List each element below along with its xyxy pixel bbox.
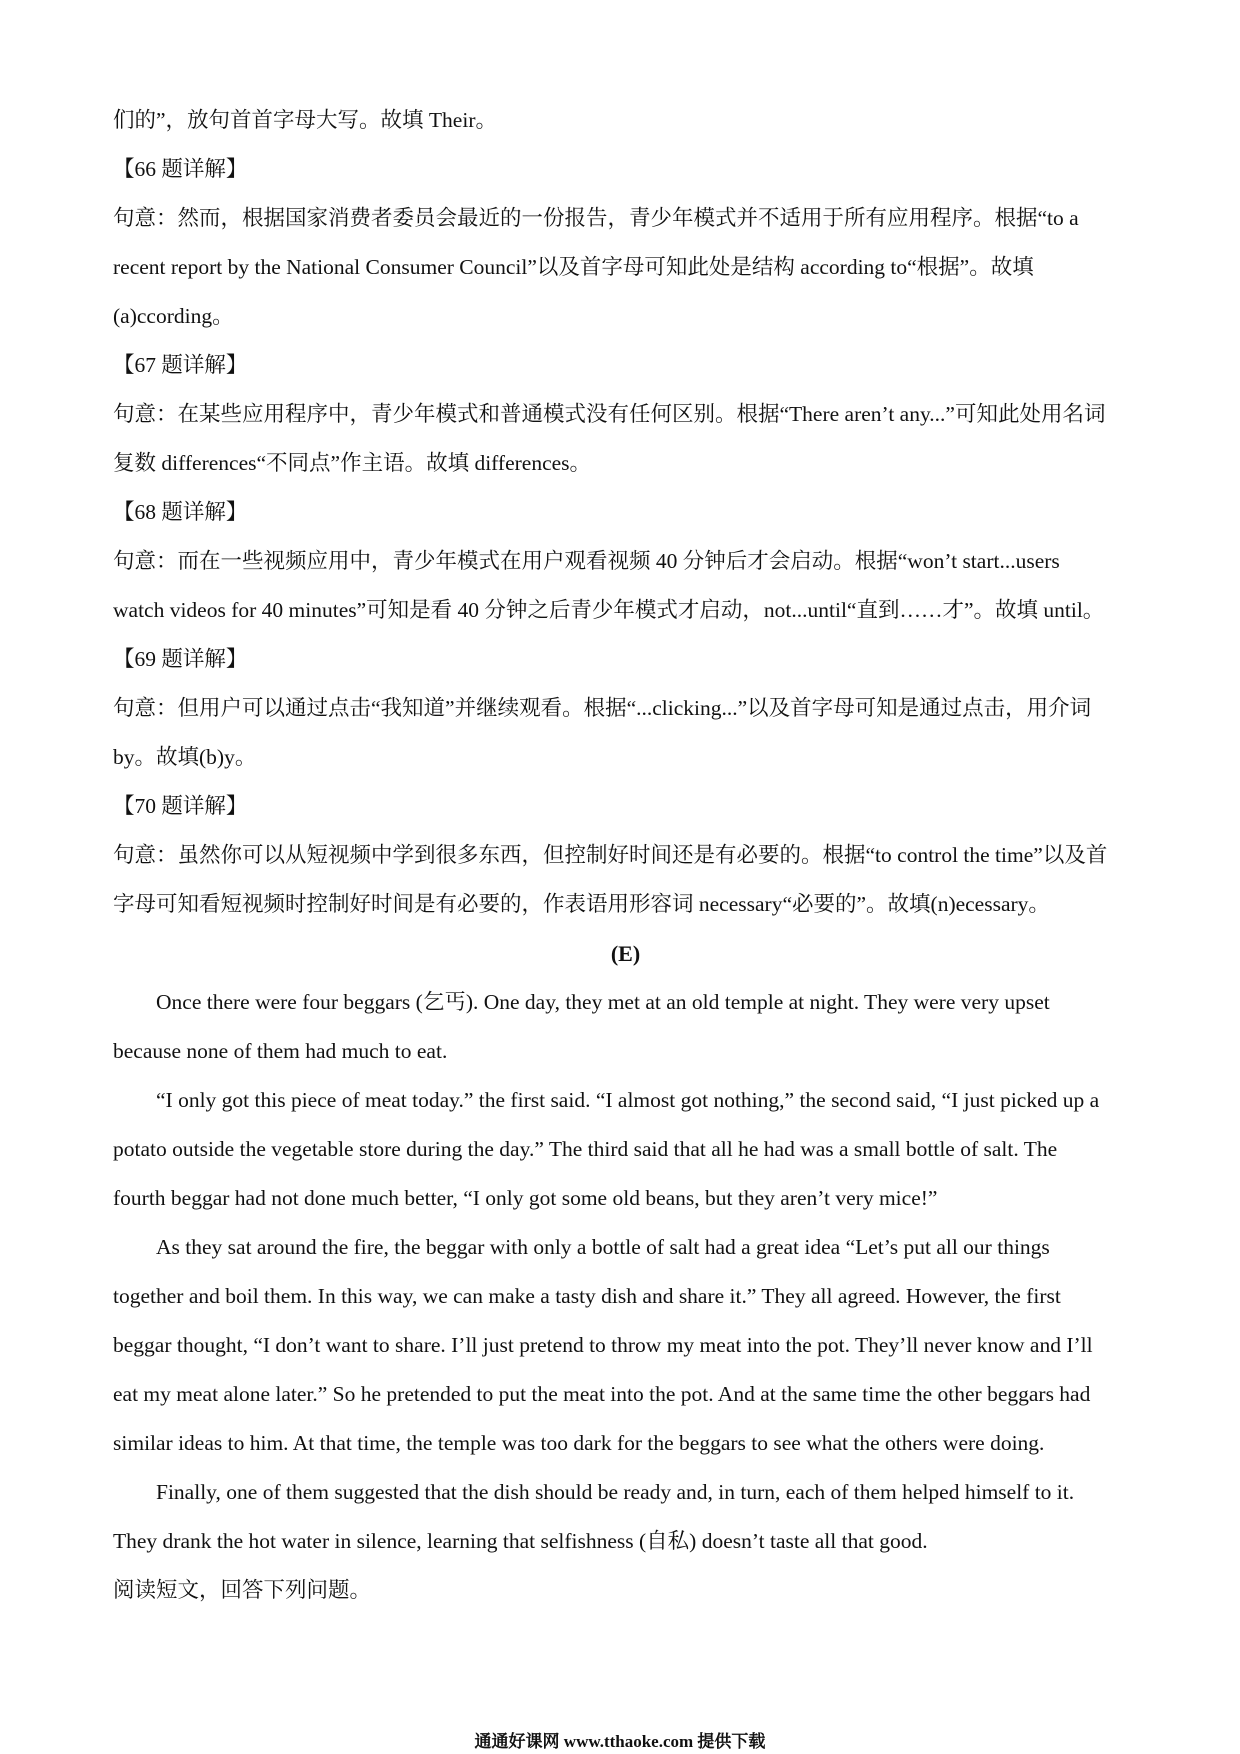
- answer-line: 复数 differences“不同点”作主语。故填 differences。: [113, 451, 592, 475]
- passage-line: Finally, one of them suggested that the dish should be ready and, in turn, each of them helped himself to it.: [156, 1480, 1075, 1504]
- section-title: (E): [610, 941, 641, 966]
- answer-line: (a)ccording。: [113, 304, 234, 328]
- question-heading-66: 【66 题详解】: [113, 157, 248, 181]
- passage-line: eat my meat alone later.” So he pretended to put the meat into the pot. And at the same time the other beggars had: [113, 1382, 1091, 1406]
- reading-instruction: 阅读短文，回答下列问题。: [113, 1578, 372, 1602]
- question-heading-67: 【67 题详解】: [113, 353, 248, 377]
- passage-line: because none of them had much to eat.: [113, 1039, 448, 1063]
- question-heading-70: 【70 题详解】: [113, 794, 248, 818]
- passage-line: fourth beggar had not done much better, “I only got some old beans, but they aren’t very mice!”: [113, 1186, 938, 1210]
- answer-line: 句意：然而，根据国家消费者委员会最近的一份报告，青少年模式并不适用于所有应用程序。根据“to a: [113, 206, 1079, 230]
- answer-line: 字母可知看短视频时控制好时间是有必要的，作表语用形容词 necessary“必要的”。故填(n)ecessary。: [113, 892, 1050, 916]
- answer-line: by。故填(b)y。: [113, 745, 257, 769]
- passage-line: They drank the hot water in silence, learning that selfishness (自私) doesn’t taste all that good.: [113, 1529, 928, 1553]
- question-heading-68: 【68 题详解】: [113, 500, 248, 524]
- passage-line: similar ideas to him. At that time, the temple was too dark for the beggars to see what the others were doing.: [113, 1431, 1045, 1455]
- passage-line: potato outside the vegetable store during the day.” The third said that all he had was a small bottle of salt. The: [113, 1137, 1058, 1161]
- answer-line: watch videos for 40 minutes”可知是看 40 分钟之后青少年模式才启动，not...until“直到……才”。故填 until。: [113, 598, 1105, 622]
- answer-line: recent report by the National Consumer Council”以及首字母可知此处是结构 according to“根据”。故填: [113, 255, 1034, 279]
- document-body: [113, 96, 1138, 1615]
- passage-line: “I only got this piece of meat today.” the first said. “I almost got nothing,” the second said, “I just picked up a: [156, 1088, 1100, 1112]
- answer-line: 句意：而在一些视频应用中，青少年模式在用户观看视频 40 分钟后才会启动。根据“won’t start...users: [113, 549, 1060, 573]
- answer-line: 句意：在某些应用程序中，青少年模式和普通模式没有任何区别。根据“There aren’t any...”可知此处用名词: [113, 402, 1106, 426]
- passage-line: Once there were four beggars (乞丐). One day, they met at an old temple at night. They were very upset: [156, 990, 1050, 1014]
- answer-line: 句意：但用户可以通过点击“我知道”并继续观看。根据“...clicking...”以及首字母可知是通过点击，用介词: [113, 696, 1092, 720]
- passage-line: beggar thought, “I don’t want to share. I’ll just pretend to throw my meat into the pot. They’ll never know and I’ll: [113, 1333, 1093, 1357]
- passage-line: together and boil them. In this way, we can make a tasty dish and share it.” They all agreed. However, the first: [113, 1284, 1061, 1308]
- answer-line: 句意：虽然你可以从短视频中学到很多东西，但控制好时间还是有必要的。根据“to control the time”以及首: [113, 843, 1108, 867]
- footer-watermark: 通通好课网 www.tthaoke.com 提供下载: [474, 1732, 766, 1751]
- question-heading-69: 【69 题详解】: [113, 647, 248, 671]
- passage-line: As they sat around the fire, the beggar with only a bottle of salt had a great idea “Let’s put all our things: [156, 1235, 1050, 1259]
- answer-line: 们的”，放句首首字母大写。故填 Their。: [113, 108, 497, 132]
